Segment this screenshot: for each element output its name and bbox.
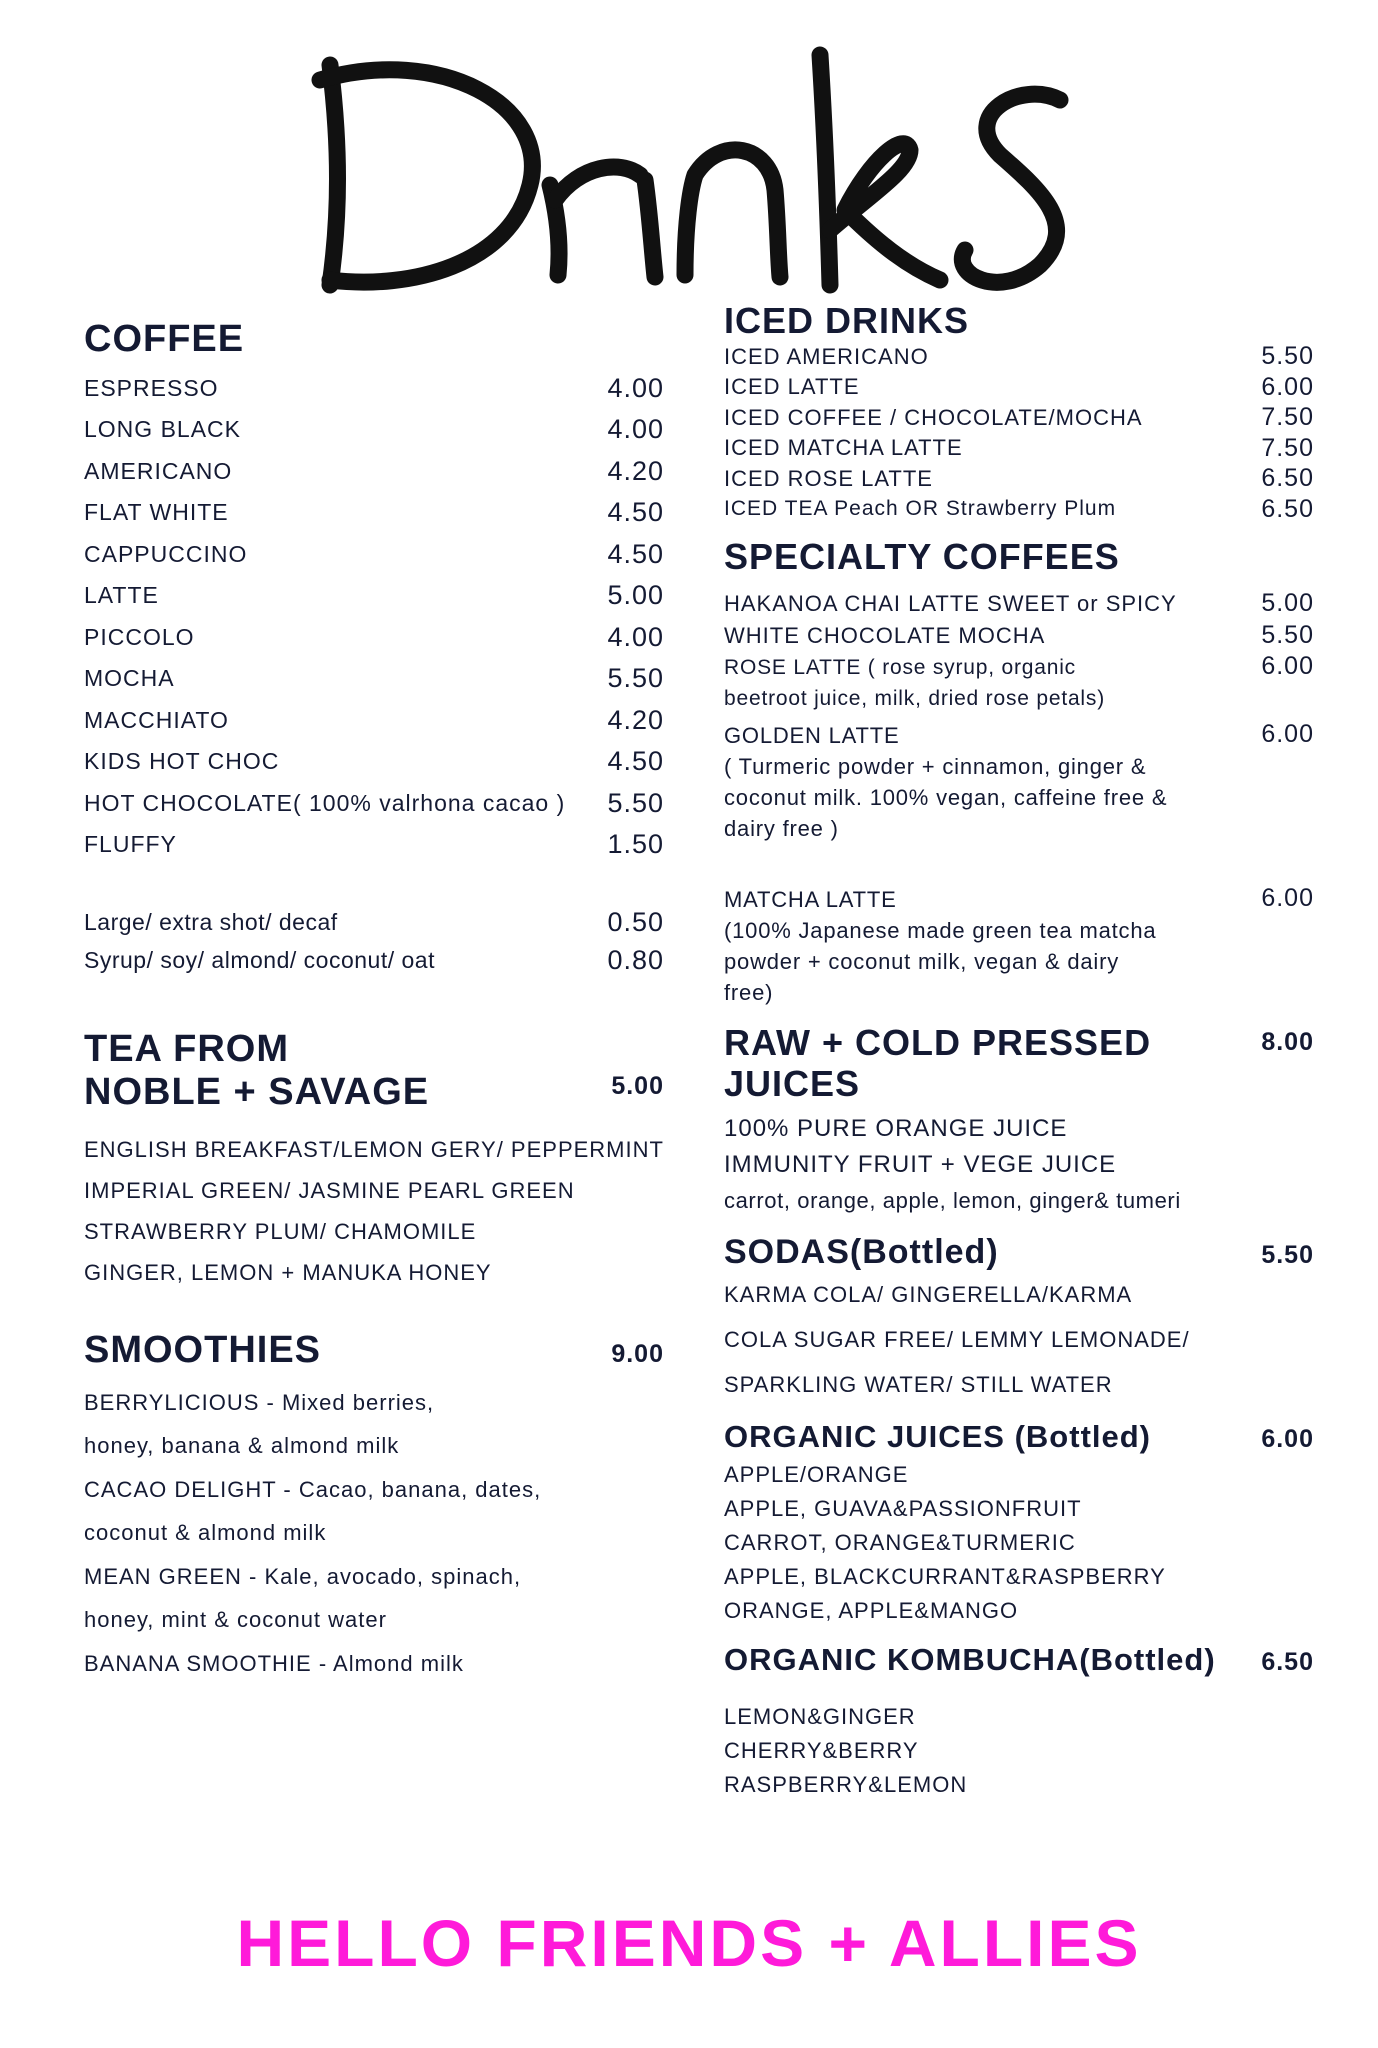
- item-price: 4.00: [607, 414, 664, 445]
- specialty-heading: SPECIALTY COFFEES: [724, 536, 1120, 578]
- menu-item: [724, 652, 1314, 714]
- item-price: 5.50: [607, 663, 664, 694]
- menu-item: [724, 372, 1314, 403]
- item-price: 6.00: [1261, 883, 1314, 912]
- list-item: KARMA COLA/ GINGERELLA/KARMA: [724, 1281, 1133, 1307]
- item-name: PICCOLO: [84, 623, 195, 650]
- sodas-list: [724, 1272, 1314, 1407]
- item-price: 7.50: [1261, 403, 1314, 432]
- item-description: coconut milk. 100% vegan, caffeine free &: [724, 784, 1168, 810]
- item-name: HOT CHOCOLATE( 100% valrhona cacao ): [84, 789, 566, 816]
- menu-item: [724, 588, 1314, 620]
- item-name: ESPRESSO: [84, 374, 219, 401]
- item-name: ICED ROSE LATTE: [724, 465, 933, 491]
- tea-heading-line2: NOBLE + SAVAGE: [84, 1071, 430, 1114]
- item-price: 6.50: [1261, 464, 1314, 493]
- item-price: 4.50: [607, 746, 664, 777]
- list-item: BANANA SMOOTHIE - Almond milk: [84, 1650, 464, 1676]
- list-item: ORANGE, APPLE&MANGO: [724, 1598, 1019, 1624]
- item-price: 4.50: [607, 538, 664, 569]
- iced-heading: ICED DRINKS: [724, 300, 970, 341]
- item-description: free): [724, 979, 774, 1005]
- extra-price: 0.50: [607, 907, 664, 938]
- menu-item: [724, 494, 1314, 525]
- item-price: 5.50: [1261, 342, 1314, 371]
- list-item: APPLE/ORANGE: [724, 1462, 909, 1488]
- menu-item: [84, 534, 664, 576]
- menu-item: [84, 824, 664, 866]
- item-name: LATTE: [84, 582, 159, 609]
- smoothies-list: [84, 1381, 664, 1686]
- juice-item: IMMUNITY FRUIT + VEGE JUICE: [724, 1150, 1117, 1178]
- tea-price: 5.00: [611, 1072, 664, 1101]
- iced-list: [724, 341, 1314, 524]
- menu-item: [84, 658, 664, 700]
- list-item: APPLE, BLACKCURRANT&RASPBERRY: [724, 1564, 1166, 1590]
- item-name: ROSE LATTE ( rose syrup, organic: [724, 655, 1076, 679]
- juice-description: carrot, orange, apple, lemon, ginger& tumeri: [724, 1187, 1181, 1213]
- menu-item: [724, 620, 1314, 652]
- list-item: APPLE, GUAVA&PASSIONFRUIT: [724, 1496, 1082, 1522]
- item-price: 4.50: [607, 497, 664, 528]
- item-description: powder + coconut milk, vegan & dairy: [724, 948, 1120, 974]
- menu-item: [84, 368, 664, 410]
- item-name: GOLDEN LATTE: [724, 722, 900, 748]
- item-price: 5.00: [1261, 589, 1314, 618]
- menu-item: [84, 741, 664, 783]
- extra-name: Large/ extra shot/ decaf: [84, 909, 338, 936]
- juice-item: 100% PURE ORANGE JUICE: [724, 1114, 1068, 1142]
- item-name: HAKANOA CHAI LATTE SWEET or SPICY: [724, 590, 1177, 616]
- list-item: coconut & almond milk: [84, 1520, 327, 1546]
- organic-juices-heading: ORGANIC JUICES (Bottled): [724, 1418, 1151, 1454]
- item-price: 4.20: [607, 455, 664, 486]
- extra-item: [84, 904, 664, 942]
- left-column: [84, 318, 664, 1685]
- item-name: FLUFFY: [84, 831, 177, 858]
- menu-item: [84, 492, 664, 534]
- menu-item: [724, 402, 1314, 433]
- menu-item: [724, 884, 1314, 1008]
- smoothies-heading-row: [84, 1329, 664, 1373]
- item-name: FLAT WHITE: [84, 499, 229, 526]
- item-name: ICED COFFEE / CHOCOLATE/MOCHA: [724, 404, 1143, 430]
- organic-juices-heading-row: [724, 1419, 1314, 1455]
- item-description: beetroot juice, milk, dried rose petals): [724, 686, 1105, 710]
- menu-item: [724, 463, 1314, 494]
- menu-item: [724, 720, 1314, 844]
- item-name: WHITE CHOCOLATE MOCHA: [724, 622, 1046, 648]
- list-item: CHERRY&BERRY: [724, 1737, 919, 1763]
- item-price: 5.00: [607, 580, 664, 611]
- list-item: honey, banana & almond milk: [84, 1433, 400, 1459]
- tea-heading-row: [84, 1028, 664, 1115]
- item-name: CAPPUCCINO: [84, 540, 248, 567]
- organic-juices-list: [724, 1458, 1314, 1628]
- juices-heading-line1: RAW + COLD PRESSED: [724, 1021, 1152, 1063]
- list-item: SPARKLING WATER/ STILL WATER: [724, 1371, 1113, 1397]
- sodas-price: 5.50: [1261, 1240, 1314, 1269]
- item-price: 4.00: [607, 621, 664, 652]
- item-name: LONG BLACK: [84, 416, 241, 443]
- menu-item: [724, 433, 1314, 464]
- item-name: MATCHA LATTE: [724, 886, 897, 912]
- menu-item: [84, 575, 664, 617]
- list-item: BERRYLICIOUS - Mixed berries,: [84, 1389, 435, 1415]
- item-description: dairy free ): [724, 815, 839, 841]
- item-name: ICED LATTE: [724, 374, 860, 400]
- item-description: ( Turmeric powder + cinnamon, ginger &: [724, 753, 1147, 779]
- juices-heading-line2: JUICES: [724, 1063, 861, 1105]
- right-column: [724, 300, 1314, 1802]
- menu-item: [84, 409, 664, 451]
- coffee-extras: [84, 904, 664, 980]
- list-item: COLA SUGAR FREE/ LEMMY LEMONADE/: [724, 1326, 1190, 1352]
- item-name: ICED TEA Peach OR Strawberry Plum: [724, 497, 1117, 521]
- item-name: MACCHIATO: [84, 706, 229, 733]
- menu-item: [84, 783, 664, 825]
- item-name: AMERICANO: [84, 457, 233, 484]
- drinks-script-logo: [300, 25, 1120, 315]
- menu-item: [724, 341, 1314, 372]
- list-item: CARROT, ORANGE&TURMERIC: [724, 1530, 1076, 1556]
- item-price: 5.50: [1261, 621, 1314, 650]
- smoothies-price: 9.00: [611, 1340, 664, 1369]
- list-item: MEAN GREEN - Kale, avocado, spinach,: [84, 1563, 522, 1589]
- list-item: CACAO DELIGHT - Cacao, banana, dates,: [84, 1476, 542, 1502]
- item-price: 5.50: [607, 787, 664, 818]
- tea-heading-line1: TEA FROM: [84, 1027, 290, 1070]
- menu-title: [300, 25, 1120, 315]
- juices-heading-row: [724, 1022, 1314, 1105]
- item-price: 4.20: [607, 704, 664, 735]
- menu-item: [84, 451, 664, 493]
- coffee-heading: COFFEE: [84, 318, 245, 360]
- item-price: 6.50: [1261, 494, 1314, 523]
- menu-item: [84, 700, 664, 742]
- list-item: STRAWBERRY PLUM/ CHAMOMILE: [84, 1219, 477, 1245]
- tea-list: [84, 1129, 664, 1293]
- item-name: MOCHA: [84, 665, 175, 692]
- item-price: 6.00: [1261, 719, 1314, 748]
- list-item: GINGER, LEMON + MANUKA HONEY: [84, 1260, 492, 1286]
- kombucha-heading: ORGANIC KOMBUCHA(Bottled): [724, 1642, 1216, 1678]
- kombucha-list: [724, 1700, 1314, 1802]
- item-name: ICED MATCHA LATTE: [724, 435, 963, 461]
- extra-name: Syrup/ soy/ almond/ coconut/ oat: [84, 947, 435, 974]
- organic-juices-price: 6.00: [1261, 1424, 1314, 1453]
- coffee-list: [84, 368, 664, 866]
- list-item: RASPBERRY&LEMON: [724, 1771, 968, 1797]
- item-price: 4.00: [607, 372, 664, 403]
- item-name: ICED AMERICANO: [724, 343, 929, 369]
- item-description: (100% Japanese made green tea matcha: [724, 917, 1157, 943]
- list-item: honey, mint & coconut water: [84, 1607, 387, 1633]
- kombucha-price: 6.50: [1261, 1648, 1314, 1677]
- list-item: IMPERIAL GREEN/ JASMINE PEARL GREEN: [84, 1178, 575, 1204]
- item-price: 1.50: [607, 829, 664, 860]
- list-item: ENGLISH BREAKFAST/LEMON GERY/ PEPPERMINT: [84, 1137, 664, 1163]
- sodas-heading: SODAS(Bottled): [724, 1232, 999, 1271]
- item-price: 6.00: [1261, 372, 1314, 401]
- list-item: LEMON&GINGER: [724, 1703, 916, 1729]
- item-name: KIDS HOT CHOC: [84, 748, 280, 775]
- specialty-list: [724, 588, 1314, 1008]
- sodas-heading-row: [724, 1233, 1314, 1272]
- smoothies-heading: SMOOTHIES: [84, 1329, 322, 1372]
- extra-price: 0.80: [607, 945, 664, 976]
- footer-slogan: HELLO FRIENDS + ALLIES: [236, 1906, 1142, 1980]
- item-price: 7.50: [1261, 433, 1314, 462]
- item-price: 6.00: [1261, 651, 1314, 680]
- menu-item: [84, 617, 664, 659]
- kombucha-heading-row: [724, 1642, 1314, 1678]
- extra-item: [84, 942, 664, 980]
- juices-price: 8.00: [1261, 1027, 1314, 1056]
